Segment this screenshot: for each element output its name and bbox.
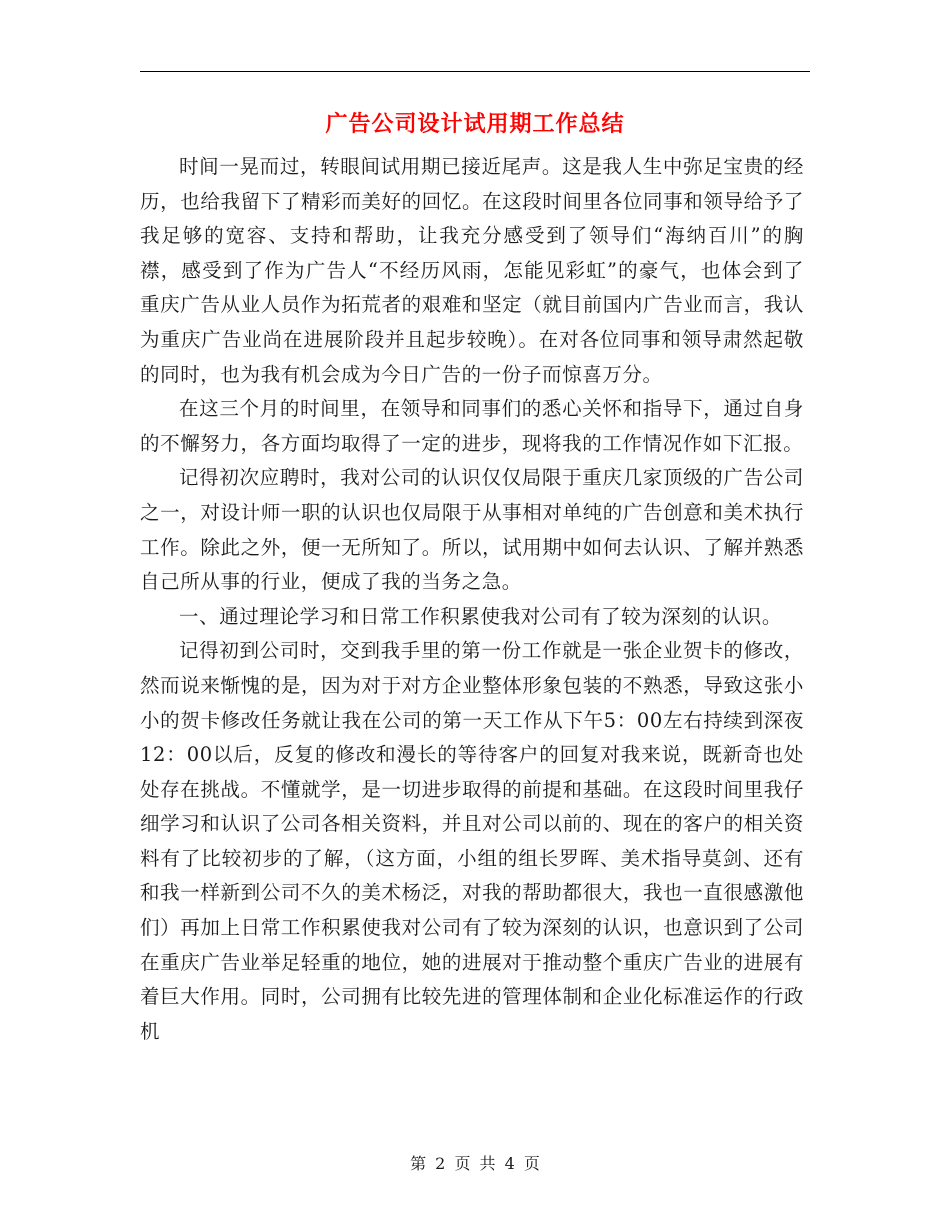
page-number-footer: 第 2 页 共 4 页 bbox=[410, 1154, 540, 1173]
section-heading-one: 一、通过理论学习和日常工作积累使我对公司有了较为深刻的认识。 bbox=[179, 604, 783, 628]
document-body bbox=[140, 150, 804, 1049]
header-rule bbox=[140, 71, 810, 72]
paragraph-first-impression: 记得初次应聘时，我对公司的认识仅仅局限于重庆几家顶级的广告公司之一，对设计师一职的认识也仅局限于从事相对单纯的广告创意和美术执行工作。除此之外，便一无所知了。所以，试用期中如何去认识、了解并熟悉自己所从事的行业，便成了我的当务之急。 bbox=[140, 466, 804, 594]
paragraph-first-task: 记得初到公司时，交到我手里的第一份工作就是一张企业贺卡的修改，然而说来惭愧的是，因为对于对方企业整体形象包装的不熟悉，导致这张小小的贺卡修改任务就让我在公司的第一天工作从下午5：00左右持续到深夜12：00以后，反复的修改和漫长的等待客户的回复对我来说，既新奇也处处存在挑战。不懂就学，是一切进步取得的前提和基础。在这段时间里我仔细学习和认识了公司各相关资料，并且对公司以前的、现在的客户的相关资料有了比较初步的了解，（这方面，小组的组长罗晖、美术指导莫剑、还有和我一样新到公司不久的美术杨泛，对我的帮助都很大，我也一直很感激他们）再加上日常工作积累使我对公司有了较为深刻的认识，也意识到了公司在重庆广告业举足轻重的地位，她的进展对于推动整个重庆广告业的进展有着巨大作用。同时，公司拥有比较先进的管理体制和企业化标准运作的行政机 bbox=[140, 639, 804, 1043]
document-title: 广告公司设计试用期工作总结 bbox=[325, 112, 625, 137]
paragraph-intro: 时间一晃而过，转眼间试用期已接近尾声。这是我人生中弥足宝贵的经历，也给我留下了精彩而美好的回忆。在这段时间里各位同事和领导给予了我足够的宽容、支持和帮助，让我充分感受到了领导们“海纳百川”的胸襟，感受到了作为广告人“不经历风雨，怎能见彩虹”的豪气，也体会到了重庆广告从业人员作为拓荒者的艰难和坚定（就目前国内广告业而言，我认为重庆广告业尚在进展阶段并且起步较晚）。在对各位同事和领导肃然起敬的同时，也为我有机会成为今日广告的一份子而惊喜万分。 bbox=[140, 155, 804, 386]
paragraph-summary: 在这三个月的时间里，在领导和同事们的悉心关怀和指导下，通过自身的不懈努力，各方面均取得了一定的进步，现将我的工作情况作如下汇报。 bbox=[140, 397, 804, 455]
